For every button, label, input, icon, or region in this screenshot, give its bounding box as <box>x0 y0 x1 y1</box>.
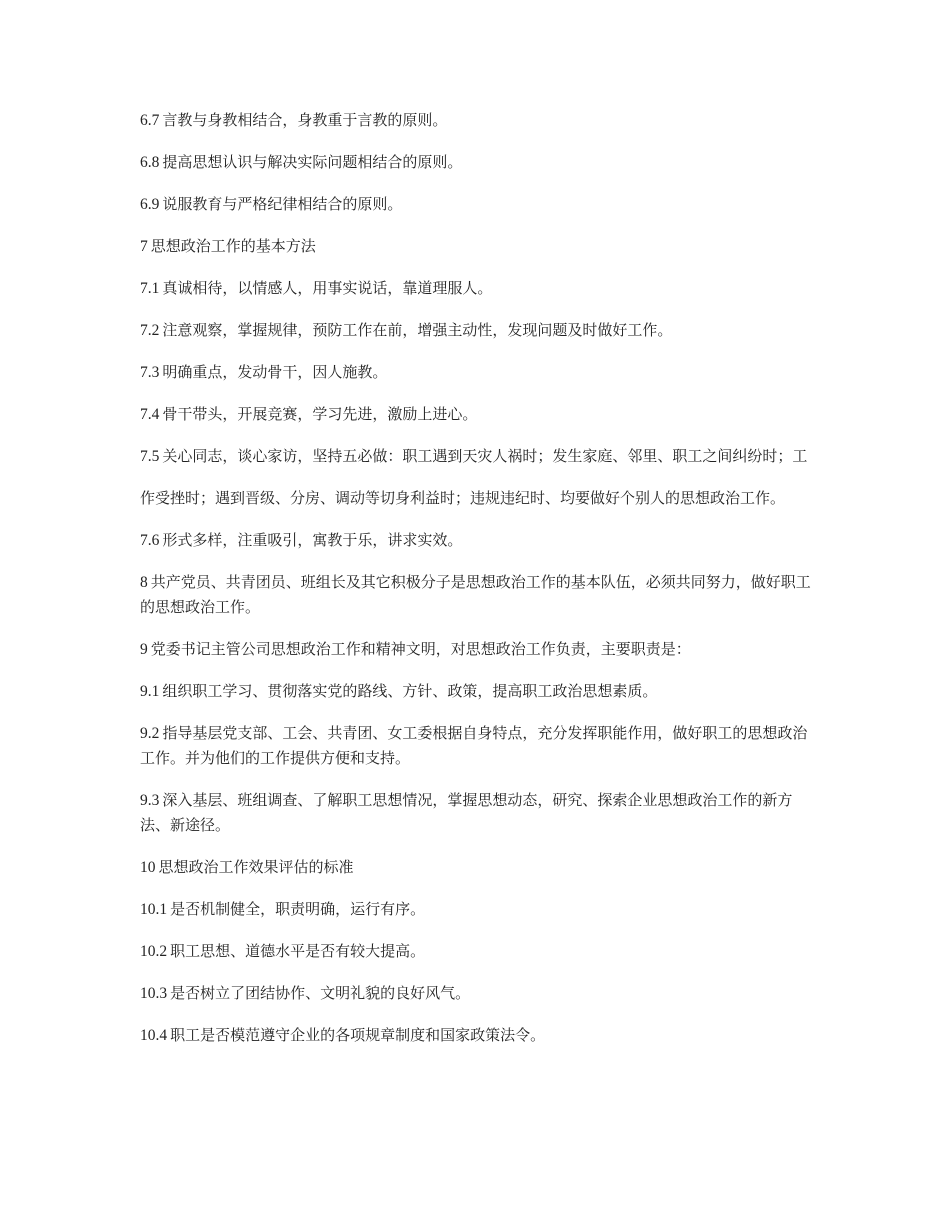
paragraph-text: 提高思想认识与解决实际问题相结合的原则。 <box>162 153 463 171</box>
section-number: 6.8 <box>140 154 160 171</box>
paragraph-text: 骨干带头，开展竞赛，学习先进，激励上进心。 <box>162 405 478 423</box>
section-number: 7 <box>140 238 148 255</box>
paragraph-text: 职工是否模范遵守企业的各项规章制度和国家政策法令。 <box>170 1026 546 1044</box>
paragraph-text: 职工思想、道德水平是否有较大提高。 <box>170 942 426 960</box>
paragraph-9-3 <box>140 788 812 838</box>
paragraph-text: 明确重点，发动骨干，因人施教。 <box>162 363 388 381</box>
section-number: 7.3 <box>140 364 160 381</box>
paragraph-7-4 <box>140 402 812 427</box>
paragraph-7-5-continued <box>140 486 812 511</box>
paragraph-6-7 <box>140 108 812 133</box>
paragraph-text: 言教与身教相结合，身教重于言教的原则。 <box>162 111 448 129</box>
section-number: 7.1 <box>140 280 160 297</box>
paragraph-text: 说服教育与严格纪律相结合的原则。 <box>162 195 403 213</box>
section-number: 6.7 <box>140 112 160 129</box>
paragraph-10-3 <box>140 981 812 1006</box>
paragraph-7-3 <box>140 360 812 385</box>
paragraph-text: 指导基层党支部、工会、共青团、女工委根据自身特点，充分发挥职能作用，做好职工的思想政治工作。并为他们的工作提供方便和支持。 <box>140 724 808 767</box>
paragraph-text: 思想政治工作的基本方法 <box>150 237 316 255</box>
section-number: 10.2 <box>140 943 168 960</box>
section-heading-10 <box>140 855 812 880</box>
paragraph-9-2 <box>140 721 812 771</box>
section-number: 10.3 <box>140 985 168 1002</box>
paragraph-8 <box>140 570 812 620</box>
paragraph-10-1 <box>140 897 812 922</box>
paragraph-text: 深入基层、班组调查、了解职工思想情况，掌握思想动态，研究、探索企业思想政治工作的新方法、新途径。 <box>140 791 793 834</box>
section-number: 10.4 <box>140 1027 168 1044</box>
section-number: 8 <box>140 574 148 591</box>
paragraph-text: 是否机制健全，职责明确，运行有序。 <box>170 900 426 918</box>
section-number: 9.1 <box>140 683 160 700</box>
paragraph-10-2 <box>140 939 812 964</box>
section-number: 7.2 <box>140 322 160 339</box>
section-number: 9 <box>140 641 148 658</box>
paragraph-text: 是否树立了团结协作、文明礼貌的良好风气。 <box>170 984 471 1002</box>
paragraph-text: 党委书记主管公司思想政治工作和精神文明，对思想政治工作负责，主要职责是： <box>150 640 691 658</box>
paragraph-9-1 <box>140 679 812 704</box>
paragraph-7-1 <box>140 276 812 301</box>
paragraph-7-6 <box>140 528 812 553</box>
section-heading-7 <box>140 234 812 259</box>
paragraph-text: 共产党员、共青团员、班组长及其它积极分子是思想政治工作的基本队伍，必须共同努力，做好职工的思想政治工作。 <box>140 573 811 616</box>
paragraph-6-8 <box>140 150 812 175</box>
paragraph-text: 作受挫时；遇到晋级、分房、调动等切身利益时；违规违纪时、均要做好个别人的思想政治工作。 <box>140 489 786 507</box>
section-number: 7.6 <box>140 532 160 549</box>
paragraph-text: 注意观察，掌握规律，预防工作在前，增强主动性，发现问题及时做好工作。 <box>162 321 673 339</box>
section-number: 10 <box>140 859 156 876</box>
paragraph-7-5 <box>140 444 812 469</box>
paragraph-6-9 <box>140 192 812 217</box>
section-number: 10.1 <box>140 901 168 918</box>
paragraph-text: 真诚相待，以情感人，用事实说话，靠道理服人。 <box>162 279 493 297</box>
paragraph-9 <box>140 637 812 662</box>
paragraph-text: 思想政治工作效果评估的标准 <box>158 858 354 876</box>
section-number: 9.3 <box>140 792 160 809</box>
section-number: 7.4 <box>140 406 160 423</box>
section-number: 9.2 <box>140 725 160 742</box>
paragraph-text: 组织职工学习、贯彻落实党的路线、方针、政策，提高职工政治思想素质。 <box>162 682 658 700</box>
paragraph-7-2 <box>140 318 812 343</box>
document-page <box>140 108 812 1065</box>
paragraph-text: 关心同志，谈心家访，坚持五必做：职工遇到天灾人祸时；发生家庭、邻里、职工之间纠纷时；工 <box>162 447 808 465</box>
section-number: 7.5 <box>140 448 160 465</box>
section-number: 6.9 <box>140 196 160 213</box>
paragraph-10-4 <box>140 1023 812 1048</box>
paragraph-text: 形式多样，注重吸引，寓教于乐，讲求实效。 <box>162 531 463 549</box>
